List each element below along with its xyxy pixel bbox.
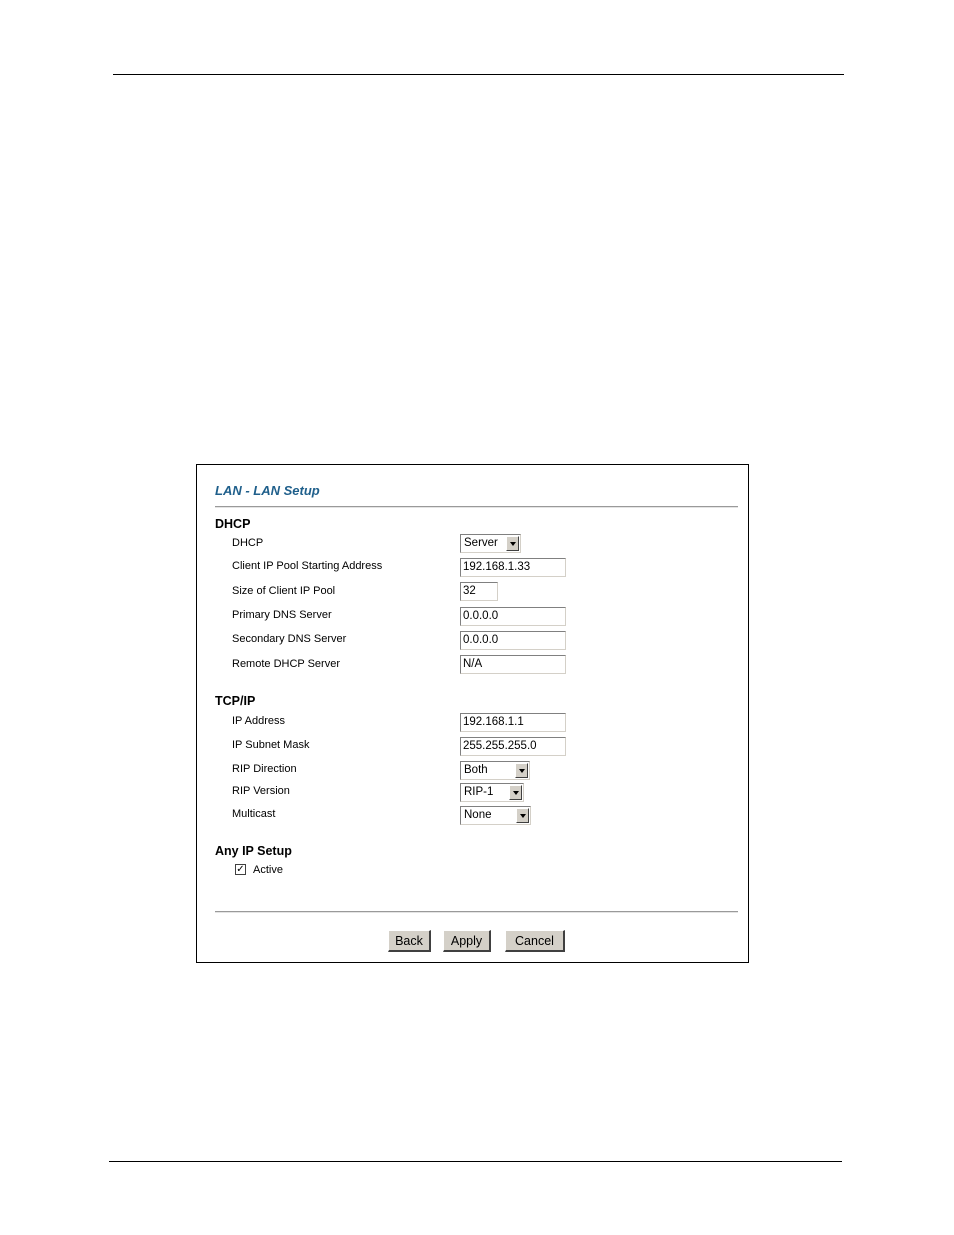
subnet-mask-input[interactable]: 255.255.255.0 [460,737,566,756]
pool-size-input[interactable]: 32 [460,582,498,601]
active-label: Active [253,864,283,876]
subnet-mask-label: IP Subnet Mask [232,739,310,751]
dropdown-arrow-icon[interactable] [506,536,519,551]
rip-version-select[interactable] [460,783,524,802]
panel-title: LAN - LAN Setup [215,483,320,498]
page-header-rule [113,74,844,75]
dhcp-heading: DHCP [215,517,251,531]
tcpip-heading: TCP/IP [215,694,256,708]
multicast-label: Multicast [232,808,276,820]
rip-version-select-value: RIP-1 [464,786,494,798]
dhcp-label: DHCP [232,537,264,549]
back-button[interactable]: Back [388,930,431,952]
apply-button[interactable]: Apply [443,930,491,952]
page-footer-rule [109,1161,842,1162]
primary-dns-label: Primary DNS Server [232,609,332,621]
footer-divider [215,911,738,913]
ip-address-label: IP Address [232,715,285,727]
remote-dhcp-input[interactable]: N/A [460,655,566,674]
multicast-select-value: None [464,809,492,821]
dhcp-select-value: Server [464,537,498,549]
rip-direction-select[interactable] [460,761,530,780]
primary-dns-input[interactable]: 0.0.0.0 [460,607,566,626]
rip-version-label: RIP Version [232,785,290,797]
dropdown-arrow-icon[interactable] [509,785,522,800]
active-checkbox[interactable]: ✓ [236,864,245,875]
pool-start-input[interactable]: 192.168.1.33 [460,558,566,577]
dhcp-select[interactable] [460,534,521,553]
lan-setup-panel [196,464,749,963]
ip-address-input[interactable]: 192.168.1.1 [460,713,566,732]
rip-direction-label: RIP Direction [232,763,297,775]
title-divider [215,506,738,508]
remote-dhcp-label: Remote DHCP Server [232,658,340,670]
any-ip-heading: Any IP Setup [215,844,292,858]
dropdown-arrow-icon[interactable] [516,808,529,823]
rip-direction-select-value: Both [464,764,488,776]
cancel-button[interactable]: Cancel [505,930,565,952]
secondary-dns-input[interactable]: 0.0.0.0 [460,631,566,650]
multicast-select[interactable] [460,806,531,825]
pool-size-label: Size of Client IP Pool [232,585,336,597]
secondary-dns-label: Secondary DNS Server [232,633,347,645]
pool-start-label: Client IP Pool Starting Address [232,560,383,572]
dropdown-arrow-icon[interactable] [515,763,528,778]
